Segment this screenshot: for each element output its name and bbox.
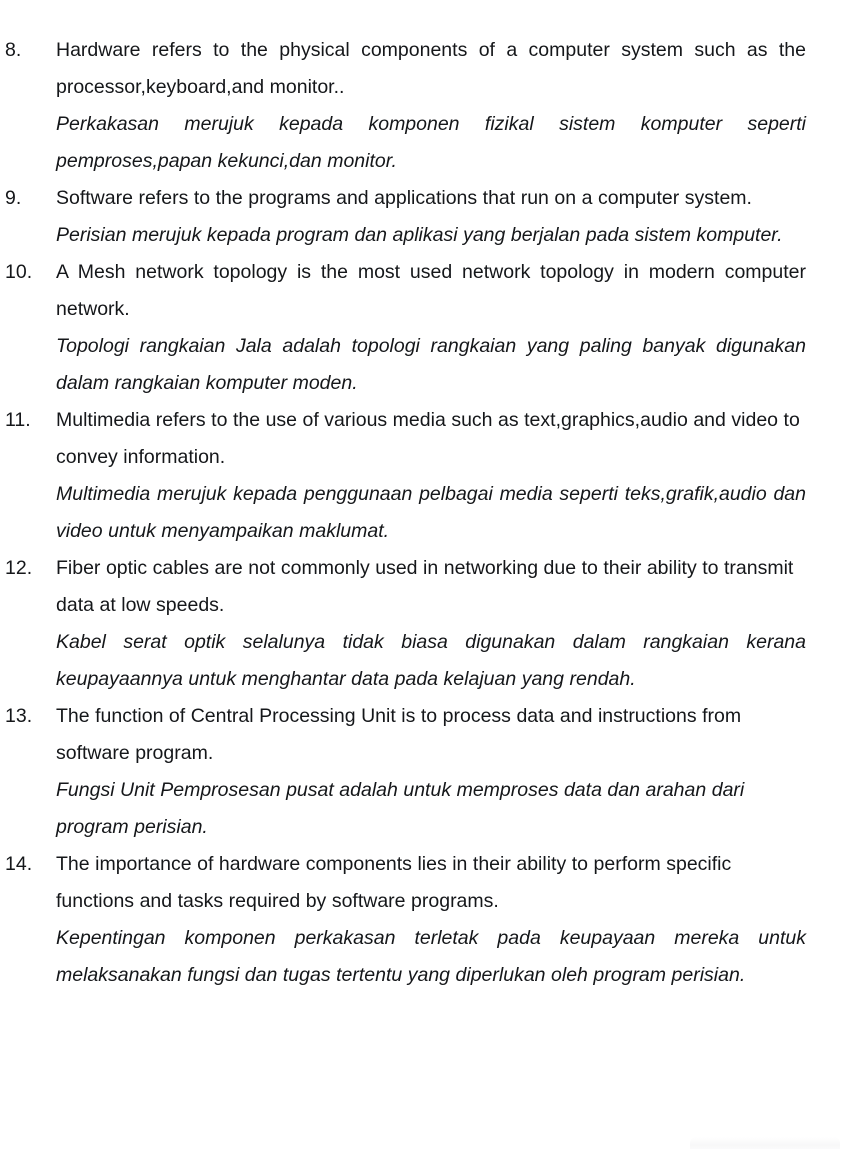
list-item-number: 13. (5, 705, 33, 727)
list-item (0, 254, 806, 402)
statement-malay: Perisian merujuk kepada program dan aplikasi yang berjalan pada sistem komputer. (56, 224, 783, 246)
list-item-number: 9. (5, 187, 22, 209)
list-item-number: 10. (5, 261, 33, 283)
statement-malay: Fungsi Unit Pemprosesan pusat adalah untuk memproses data dan arahan dari program perisian. (56, 779, 745, 838)
list-item (0, 550, 806, 698)
statement-malay: Topologi rangkaian Jala adalah topologi rangkaian yang paling banyak digunakan dalam rangkaian komputer moden. (56, 335, 806, 394)
list-item-number: 12. (5, 557, 33, 579)
list-item (0, 32, 806, 180)
statement-english: Fiber optic cables are not commonly used in networking due to their ability to transmit data at low speeds. (56, 557, 794, 616)
statement-english: Software refers to the programs and applications that run on a computer system. (56, 187, 752, 209)
statement-malay: Multimedia merujuk kepada penggunaan pelbagai media seperti teks,grafik,audio dan video untuk menyampaikan maklumat. (56, 483, 806, 542)
statement-malay: Kabel serat optik selalunya tidak biasa digunakan dalam rangkaian kerana keupayaannya untuk menghantar data pada kelajuan yang rendah. (56, 631, 806, 690)
statement-english: A Mesh network topology is the most used network topology in modern computer network. (56, 261, 806, 320)
statement-english: Hardware refers to the physical components of a computer system such as the processor,keyboard,and monitor.. (56, 39, 806, 98)
list-item-number: 8. (5, 39, 22, 61)
list-item (0, 180, 806, 254)
statement-english: The function of Central Processing Unit is to process data and instructions from software program. (56, 705, 742, 764)
list-item (0, 402, 806, 550)
list-item-number: 14. (5, 853, 33, 875)
statement-english: Multimedia refers to the use of various media such as text,graphics,audio and video to convey information. (56, 409, 800, 468)
list-item (0, 698, 806, 846)
list-item-number: 11. (5, 409, 31, 431)
statement-malay: Kepentingan komponen perkakasan terletak pada keupayaan mereka untuk melaksanakan fungsi dan tugas tertentu yang diperlukan oleh program perisian. (56, 927, 806, 986)
statement-malay: Perkakasan merujuk kepada komponen fizikal sistem komputer seperti pemproses,papan kekunci,dan monitor. (56, 113, 806, 172)
list-item (0, 846, 806, 994)
statement-english: The importance of hardware components lies in their ability to perform specific functions and tasks required by software programs. (56, 853, 732, 912)
scan-shadow-artifact (690, 1137, 840, 1149)
numbered-statement-list (0, 32, 863, 994)
